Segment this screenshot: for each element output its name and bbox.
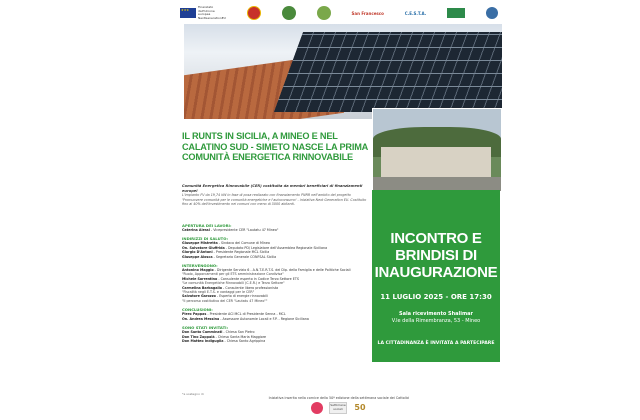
headline: IL RUNTS IN SICILIA, A MINEO E NEL CALATINO SUD - SIMETO NASCE LA PRIMA COMUNITÀ ENERGETICA RINNOVABILE <box>182 131 368 162</box>
speaker <box>182 255 370 259</box>
guest <box>182 339 370 343</box>
speaker-role: - Consulente libero professionista <box>223 285 279 290</box>
partner-logo-icon <box>486 7 498 19</box>
intro-line-2: L'impianto FV da 19,74 kW in fase di posa realizzato con finanziamento PNRR nell'ambito del progetto 'Promuovere comunità per le comunità energetiche e l'autoconsumo' - iniziativa Next Generation EU. Costituito fino ai 40% dell'investimento nei comuni con meno di 5000 abitanti. <box>182 193 367 207</box>
regione-sicilia-seal-icon <box>247 6 261 20</box>
solar-panels <box>274 32 502 112</box>
eu-logo-text: Finanziato dall'Unione europea NextGenerationEU <box>198 5 226 20</box>
speaker <box>182 228 370 232</box>
event-info-card <box>372 190 500 362</box>
venue-name: Sala ricevimento Shalimar <box>398 311 474 317</box>
guest-role: - Chiesa Santa Maria Maggiore <box>215 334 267 339</box>
section-apertura-title: APERTURA DEI LAVORI: <box>182 223 232 228</box>
speaker-role: - Assessore Autonomie Locali e F.P. - Regione Siciliana <box>220 316 309 321</box>
footer-text: Iniziativa inserita nella cornice della 50ª edizione della settimana sociale dei Cattolici <box>268 396 410 400</box>
talk-title: "Le comunità Energetiche Rinnovabili (C.E.R.) e Terzo Settore" <box>182 281 285 286</box>
speaker-role: - Deputato PD/ Legislatore dell'Assemblea Regionale Siciliana <box>225 245 328 250</box>
settimane-sociali-logo: Settimane sociali <box>329 402 347 414</box>
section-conclusioni-title: CONCLUSIONI: <box>182 307 213 313</box>
mcl-logo-icon <box>317 6 331 20</box>
talk-title: "Il percorso costitutivo del CER "Lautatu 47 Mineo"" <box>182 298 268 303</box>
speaker-name: Carmelina Barbagallo <box>182 285 222 290</box>
venue-photo <box>372 108 502 192</box>
venue-address: V.le della Rimembranza, 53 - Mineo <box>391 317 481 324</box>
speaker-name: On. Andrea Messina <box>182 316 220 321</box>
guest-role: - Chiesa Santo Agrippina <box>224 338 266 343</box>
guest-name: Don Tino Zappalà <box>182 334 215 339</box>
eu-logo <box>180 6 226 20</box>
solar-panels-photo <box>184 24 502 119</box>
speaker-name: Giuseppe Mistretta <box>182 241 218 246</box>
event-venue <box>372 311 500 324</box>
speaker <box>182 277 370 286</box>
eu-flag-icon <box>180 8 196 18</box>
guest-name: Don Matteo Indiguglia <box>182 338 224 343</box>
event-poster <box>172 0 506 420</box>
speaker-name: Giorgio D'Antoni <box>182 250 213 255</box>
venue-photo-building <box>381 147 491 177</box>
event-title: INCONTRO E BRINDISI DI INAUGURAZIONE <box>374 230 498 281</box>
cer-logo-icon <box>282 6 296 20</box>
section-interventi-title: INTERVENGONO: <box>182 263 218 269</box>
speaker-role: - Esperto di energie rinnovabili <box>216 294 268 299</box>
anteas-logo-icon <box>447 8 465 18</box>
speaker <box>182 286 370 295</box>
intro-text <box>182 184 370 207</box>
speaker-role: - Presidente ACI MCL di Presidente Senna - MCL <box>207 312 286 317</box>
fifty-anniversary-logo: 50 <box>354 403 366 412</box>
speaker-name: Caterina Alessi <box>182 228 210 232</box>
speaker-role: - Segretario Generale CONFSAL Sicilia <box>213 254 277 259</box>
section-saluto-title: INDIRIZZI DI SALUTO: <box>182 236 228 242</box>
speaker-name: Michele Sorrentino <box>182 276 218 281</box>
speaker-name: On. Salvatore Giuffrida <box>182 245 225 250</box>
speaker-role: - Presidente Regionale MCL Sicilia <box>213 250 270 255</box>
venue-photo-road <box>373 177 501 191</box>
speaker <box>182 268 370 277</box>
footer-logos <box>172 402 506 414</box>
speaker-role: - Consulente esperto in Codice Terzo Settore ETS <box>218 276 299 281</box>
section-invitati-title: SONO STATI INVITATI: <box>182 325 229 331</box>
program <box>182 219 370 343</box>
intro-line-1: Comunità Energetica Rinnovabile (CER) costituita da membri beneficiari di finanziamenti europei <box>182 184 363 193</box>
speaker-name: Giuseppe Aiosca <box>182 254 213 259</box>
talk-title: "Ruolo, Apporcamenti per gli ETS amministrazione Condivisa" <box>182 272 284 277</box>
event-date: 11 LUGLIO 2025 - ORE 17:30 <box>380 293 492 301</box>
speaker <box>182 317 370 321</box>
talk-title: "Fiscalità negli E.T.S. e vantaggi per le CER" <box>182 290 255 295</box>
sponsor-logos <box>180 6 498 20</box>
public-invitation-note: LA CITTADINANZA È INVITATA A PARTECIPARE <box>377 341 495 346</box>
footnote: *a sostegno di <box>182 392 204 396</box>
speaker-name: Piero Pappas <box>182 312 207 317</box>
speaker <box>182 294 370 303</box>
cesta-logo: C.E.S.T.A. <box>404 10 427 16</box>
san-francesco-logo: San Francesco <box>351 10 384 16</box>
speaker-role: - Sindaco del Comune di Mineo <box>218 241 270 246</box>
guest-name: Don Santo Camminati <box>182 330 223 335</box>
speaker-name: Antonino Maggio <box>182 268 214 273</box>
speaker-name: Salvatore Garozzo <box>182 294 216 299</box>
poster-footer <box>172 396 506 414</box>
speaker-role: - Vicepresidente CER "Lautatu 47 Mineo" <box>210 228 279 232</box>
guest-role: - Chiesa San Pietro <box>223 330 255 335</box>
speaker-role: - Dirigente Servizio 6 - A.N.T.E.R.T.S. del Dip. della Famiglia e delle Politiche Sociali <box>214 268 351 273</box>
cei-logo-icon <box>311 402 323 414</box>
